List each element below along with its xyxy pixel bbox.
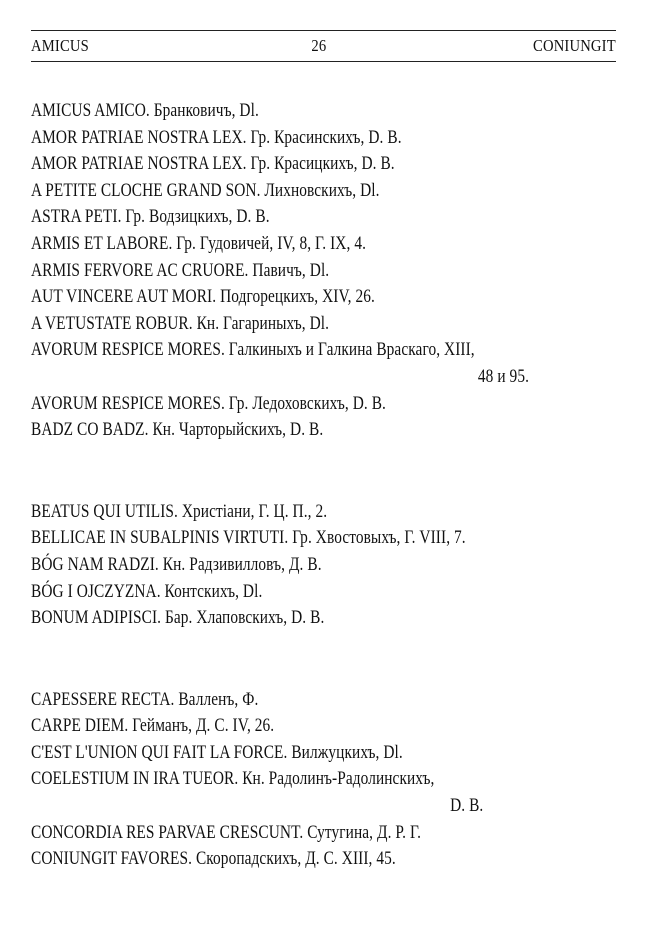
list-item: AMICUS AMICO. Бранковичъ, Dl. [31, 101, 259, 121]
list-item: AVORUM RESPICE MORES. Галкиныхъ и Галкина Враскаго, XIII, [31, 340, 475, 361]
list-item: A VETUSTATE ROBUR. Кн. Гагариныхъ, Dl. [31, 313, 330, 334]
list-item: AVORUM RESPICE MORES. Гр. Ледоховскихъ, D. B. [31, 393, 386, 414]
page-number: 26 [311, 36, 327, 55]
header-bottom-rule [31, 61, 616, 62]
list-item: AMOR PATRIAE NOSTRA LEX. Гр. Красинскихъ, D. B. [31, 127, 402, 148]
list-item: AMOR PATRIAE NOSTRA LEX. Гр. Красицкихъ, D. B. [31, 154, 395, 175]
list-item: ARMIS ET LABORE. Гр. Гудовичей, IV, 8, Г. IX, 4. [31, 233, 367, 254]
list-item: AUT VINCERE AUT MORI. Подгорецкихъ, XIV, 26. [31, 287, 375, 308]
list-item: BEATUS QUI UTILIS. Христіани, Г. Ц. П., 2. [31, 501, 328, 522]
list-item: BELLICAE IN SUBALPINIS VIRTUTI. Гр. Хвостовыхъ, Г. VIII, 7. [31, 528, 466, 549]
list-item: A PETITE CLOCHE GRAND SON. Лихновскихъ, Dl. [31, 180, 380, 201]
page [31, 30, 616, 870]
continuation-text: D. B. [450, 796, 484, 817]
section-gap [31, 444, 616, 499]
list-item: BÓG I OJCZYZNA. Контскихъ, Dl. [31, 581, 263, 602]
group-a [31, 98, 616, 444]
header-right-word: CONIUNGIT [533, 36, 616, 55]
list-item: BÓG NAM RADZI. Кн. Радзивилловъ, Д. B. [31, 554, 322, 575]
list-item-continuation [31, 793, 616, 820]
list-item: BONUM ADIPISCI. Бар. Хлаповскихъ, D. B. [31, 608, 325, 629]
list-item: C'EST L'UNION QUI FAIT LA FORCE. Вилжуцкихъ, Dl. [31, 742, 403, 763]
list-item: BADZ CO BADZ. Кн. Чарторыйскихъ, D. B. [31, 420, 324, 441]
header-left-word: AMICUS [31, 36, 89, 55]
group-c [31, 687, 616, 873]
list-item: COELESTIUM IN IRA TUEOR. Кн. Радолинъ-Радолинскихъ, [31, 769, 435, 790]
list-item: CONIUNGIT FAVORES. Скоропадскихъ, Д. С. XIII, 45. [31, 849, 396, 870]
list-item-continuation [31, 364, 616, 391]
list-item: CONCORDIA RES PARVAE CRESCUNT. Сутугина, Д. Р. Г. [31, 822, 422, 843]
list-item: ARMIS FERVORE AC CRUORE. Павичъ, Dl. [31, 260, 330, 281]
motto-list [31, 98, 616, 873]
running-header [31, 31, 616, 61]
list-item: ASTRA PETI. Гр. Водзицкихъ, D. B. [31, 207, 270, 228]
list-item: CARPE DIEM. Гейманъ, Д. С. IV, 26. [31, 716, 275, 737]
list-item: CAPESSERE RECTA. Валленъ, Ф. [31, 689, 259, 710]
continuation-text: 48 и 95. [477, 366, 529, 387]
section-gap [31, 632, 616, 687]
group-b [31, 499, 616, 632]
